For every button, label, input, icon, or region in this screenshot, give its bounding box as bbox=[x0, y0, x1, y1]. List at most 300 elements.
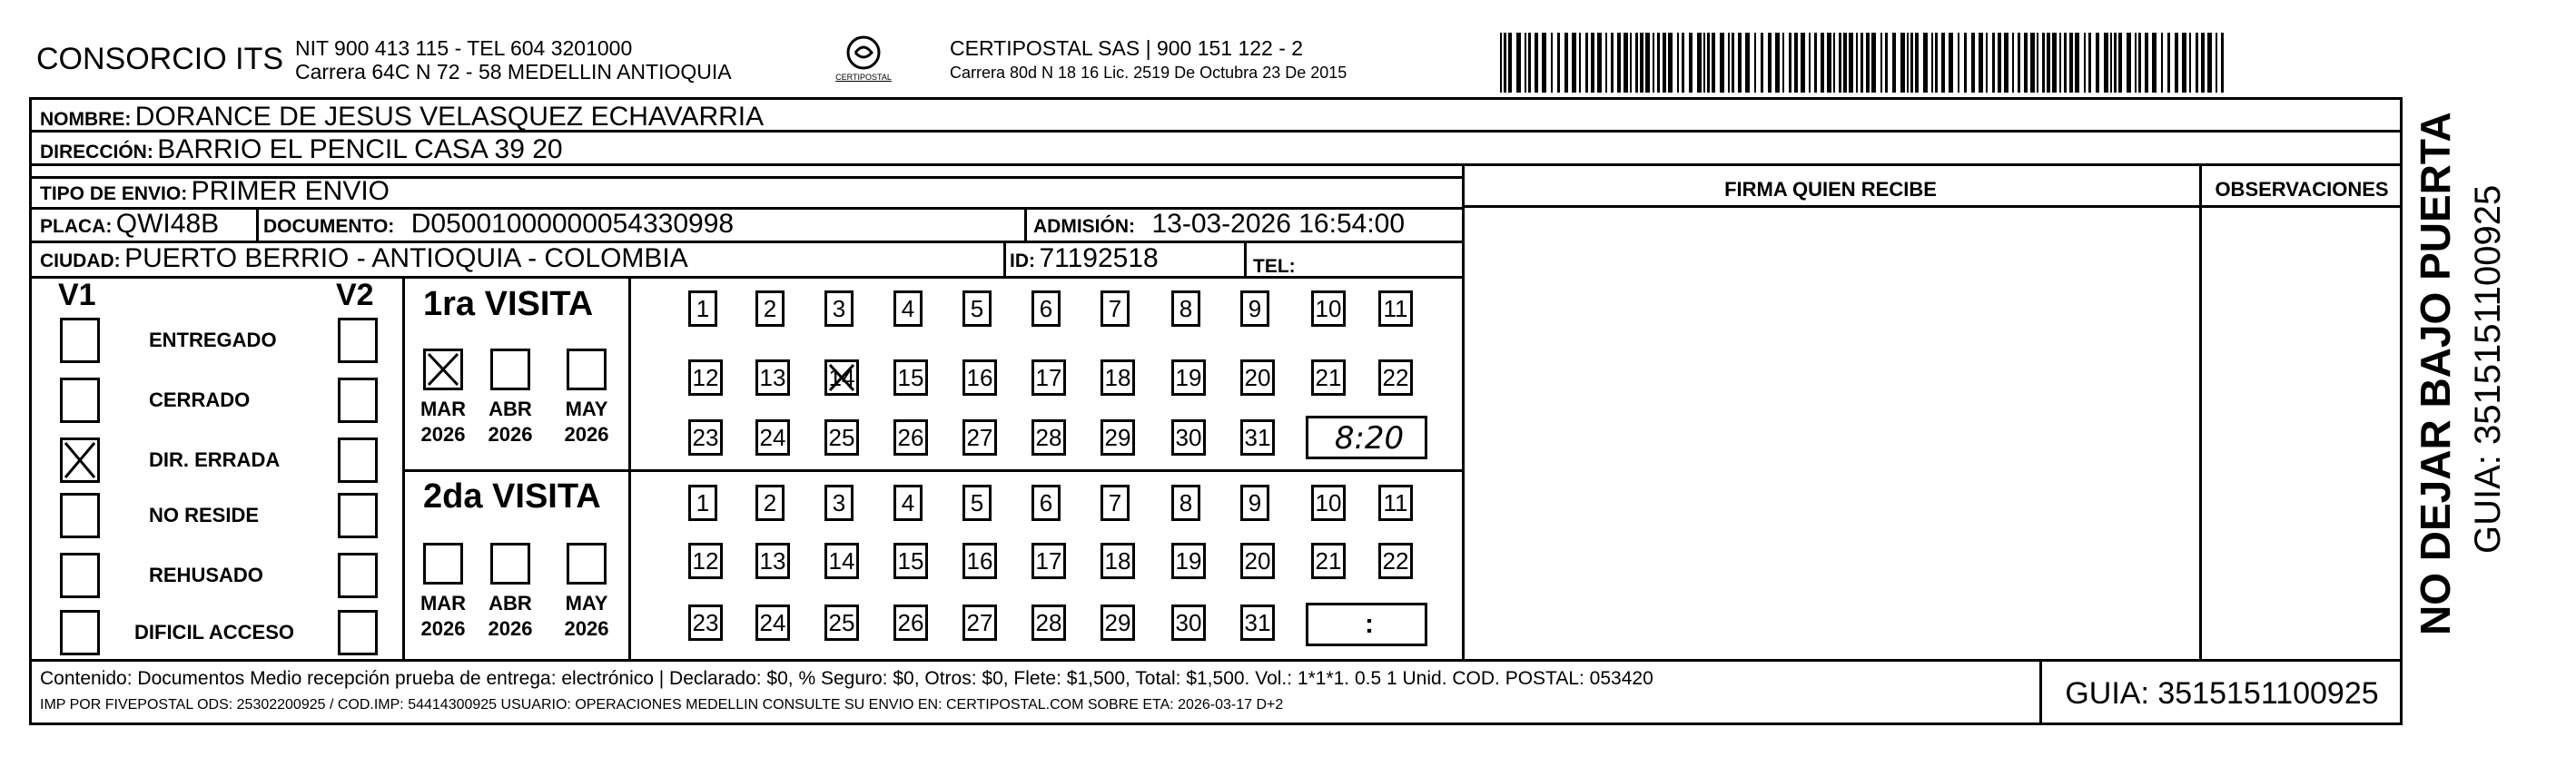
barcode-bar bbox=[1979, 33, 1983, 93]
v2-checkbox[interactable] bbox=[338, 553, 378, 598]
footer-guia: GUIA: 3515151100925 bbox=[2065, 676, 2379, 711]
day-number: 3 bbox=[832, 489, 846, 516]
day-number: 29 bbox=[1104, 424, 1131, 451]
v2-header: V2 bbox=[336, 278, 374, 312]
tel-label: TEL: bbox=[1253, 256, 1296, 277]
barcode-bar bbox=[2145, 33, 2148, 93]
day-number: 28 bbox=[1035, 609, 1062, 636]
day-number: 17 bbox=[1035, 364, 1062, 391]
day-number: 6 bbox=[1039, 295, 1053, 322]
year-label: 2026 bbox=[420, 423, 466, 446]
day-number: 20 bbox=[1244, 364, 1271, 391]
admision-value: 13-03-2026 16:54:00 bbox=[1151, 209, 1406, 239]
company-name: CONSORCIO ITS bbox=[36, 42, 284, 76]
v1-header: V1 bbox=[58, 278, 96, 312]
barcode-bar bbox=[1794, 33, 1798, 93]
barcode-bar bbox=[2088, 33, 2091, 93]
day-box[interactable] bbox=[1171, 543, 1206, 579]
day-box[interactable] bbox=[824, 543, 859, 579]
barcode-bar bbox=[2152, 33, 2157, 93]
barcode-bar bbox=[1605, 33, 1607, 93]
barcode-bar bbox=[1856, 33, 1858, 93]
month-label: MAR bbox=[419, 398, 467, 420]
admision-row bbox=[1033, 209, 1405, 240]
barcode-bar bbox=[1860, 33, 1863, 93]
barcode-bar bbox=[1986, 33, 1988, 93]
id-label: ID: bbox=[1010, 251, 1035, 271]
day-number: 26 bbox=[897, 609, 924, 636]
barcode-bar bbox=[1551, 33, 1553, 93]
day-number: 9 bbox=[1248, 295, 1262, 322]
barcode-bar bbox=[2059, 33, 2061, 93]
barcode-bar bbox=[1833, 33, 1835, 93]
day-box[interactable] bbox=[1240, 485, 1269, 521]
day-number: 21 bbox=[1315, 364, 1342, 391]
day-box[interactable] bbox=[755, 290, 785, 327]
barcode-bar bbox=[1789, 33, 1791, 93]
day-number: 19 bbox=[1175, 547, 1202, 575]
barcode-bar bbox=[1958, 33, 1959, 93]
day-number: 14 bbox=[828, 364, 855, 391]
day-box[interactable] bbox=[1031, 605, 1066, 641]
barcode-bar bbox=[2221, 33, 2224, 93]
day-box[interactable] bbox=[1171, 485, 1200, 521]
day-number: 23 bbox=[692, 609, 719, 636]
barcode-bar bbox=[1892, 33, 1896, 93]
ciudad-label: CIUDAD: bbox=[40, 251, 121, 271]
barcode-bar bbox=[1516, 33, 1521, 93]
day-number: 17 bbox=[1035, 547, 1062, 575]
barcode-bar bbox=[1720, 33, 1724, 93]
barcode-bar bbox=[1624, 33, 1628, 93]
day-box[interactable] bbox=[1378, 290, 1413, 327]
barcode-bar bbox=[2037, 33, 2038, 93]
day-box[interactable] bbox=[1100, 543, 1135, 579]
barcode-bar bbox=[1525, 33, 1526, 93]
day-box[interactable] bbox=[893, 290, 923, 327]
year-label: 2026 bbox=[564, 617, 609, 640]
day-number: 11 bbox=[1383, 295, 1408, 322]
barcode-bar bbox=[2127, 33, 2131, 93]
logo-text: CERTIPOSTAL bbox=[835, 73, 892, 82]
v1-checkbox[interactable] bbox=[60, 437, 100, 483]
company-nit: NIT 900 413 115 - TEL 604 3201000 bbox=[295, 36, 633, 60]
documento-row bbox=[263, 209, 734, 240]
month-label: ABR bbox=[489, 592, 532, 614]
x-mark-icon bbox=[426, 351, 460, 388]
barcode-bar bbox=[1542, 33, 1546, 93]
barcode-bar bbox=[1801, 33, 1805, 93]
day-number: 29 bbox=[1104, 609, 1131, 636]
day-number: 1 bbox=[696, 489, 710, 516]
day-number: 25 bbox=[828, 424, 855, 451]
barcode-bar bbox=[1814, 33, 1817, 93]
barcode-bar bbox=[1949, 33, 1953, 93]
barcode-bar bbox=[1703, 33, 1705, 93]
day-box[interactable] bbox=[688, 359, 723, 396]
barcode-bar bbox=[2135, 33, 2137, 93]
direccion-value: BARRIO EL PENCIL CASA 39 20 bbox=[157, 134, 563, 164]
day-box[interactable] bbox=[1311, 543, 1346, 579]
documento-value: D05001000000054330998 bbox=[410, 209, 735, 239]
day-number: 26 bbox=[897, 424, 924, 451]
placa-row bbox=[40, 209, 219, 240]
day-box[interactable] bbox=[893, 419, 928, 456]
day-number: 31 bbox=[1244, 609, 1271, 636]
day-number: 15 bbox=[897, 547, 924, 575]
barcode-bar bbox=[1754, 33, 1756, 93]
ciudad-row bbox=[40, 243, 688, 274]
barcode bbox=[1500, 33, 2226, 93]
barcode-bar bbox=[1630, 33, 1632, 93]
month-label: ABR bbox=[489, 398, 532, 420]
barcode-bar bbox=[1941, 33, 1945, 93]
barcode-bar bbox=[1572, 33, 1576, 93]
barcode-bar bbox=[1663, 33, 1666, 93]
day-number: 8 bbox=[1179, 489, 1193, 516]
visita2-time: : bbox=[1365, 609, 1374, 639]
barcode-bar bbox=[2175, 33, 2178, 93]
barcode-bar bbox=[1508, 33, 1512, 93]
day-number: 27 bbox=[966, 609, 993, 636]
day-box[interactable] bbox=[755, 419, 790, 456]
day-box[interactable] bbox=[1240, 290, 1269, 327]
barcode-bar bbox=[1697, 33, 1702, 93]
direccion-label: DIRECCIÓN: bbox=[40, 142, 153, 162]
day-box[interactable] bbox=[962, 359, 997, 396]
barcode-bar bbox=[1640, 33, 1643, 93]
barcode-bar bbox=[1768, 33, 1772, 93]
day-number: 7 bbox=[1108, 295, 1122, 322]
barcode-bar bbox=[1682, 33, 1684, 93]
day-box[interactable] bbox=[1100, 359, 1135, 396]
day-box[interactable] bbox=[1171, 605, 1206, 641]
barcode-bar bbox=[1935, 33, 1938, 93]
barcode-bar bbox=[1866, 33, 1870, 93]
barcode-bar bbox=[1500, 33, 1502, 93]
barcode-bar bbox=[2047, 33, 2050, 93]
day-box[interactable] bbox=[893, 605, 928, 641]
barcode-bar bbox=[2189, 33, 2191, 93]
barcode-bar bbox=[2110, 33, 2112, 93]
day-number: 10 bbox=[1315, 489, 1342, 516]
v2-checkbox[interactable] bbox=[338, 610, 378, 655]
month-checkbox[interactable] bbox=[423, 543, 463, 585]
day-box[interactable] bbox=[1031, 290, 1061, 327]
day-box[interactable] bbox=[1311, 485, 1346, 521]
visita1-title: 1ra VISITA bbox=[423, 285, 594, 323]
footer-imp: IMP POR FIVEPOSTAL ODS: 25302200925 / COD.IMP: 54414300925 USUARIO: OPERACIONES MEDELLIN CONSULTE SU ENVIO EN: CERTIPOSTAL.COM SOBRE ETA: 2026-03-17 D+2 bbox=[40, 697, 1284, 713]
status-option-label: CERRADO bbox=[149, 388, 251, 411]
barcode-bar bbox=[2030, 33, 2035, 93]
day-box[interactable] bbox=[1240, 419, 1275, 456]
barcode-bar bbox=[1668, 33, 1673, 93]
barcode-bar bbox=[1657, 33, 1660, 93]
day-number: 19 bbox=[1175, 364, 1202, 391]
day-number: 5 bbox=[970, 295, 984, 322]
barcode-bar bbox=[2096, 33, 2099, 93]
day-box[interactable] bbox=[824, 359, 859, 396]
day-number: 9 bbox=[1248, 489, 1262, 516]
day-number: 2 bbox=[763, 489, 777, 516]
day-box[interactable] bbox=[962, 605, 997, 641]
certipostal-line: CERTIPOSTAL SAS | 900 151 122 - 2 bbox=[950, 36, 1304, 60]
barcode-bar bbox=[2018, 33, 2020, 93]
barcode-bar bbox=[1782, 33, 1784, 93]
day-box[interactable] bbox=[1100, 290, 1130, 327]
barcode-bar bbox=[1931, 33, 1933, 93]
day-box[interactable] bbox=[824, 290, 854, 327]
barcode-bar bbox=[1528, 33, 1531, 93]
day-box[interactable] bbox=[755, 543, 790, 579]
day-number: 13 bbox=[759, 547, 786, 575]
barcode-bar bbox=[1653, 33, 1654, 93]
month-checkbox[interactable] bbox=[423, 349, 463, 390]
month-checkbox[interactable] bbox=[567, 543, 607, 585]
tipo-value: PRIMER ENVIO bbox=[191, 176, 390, 206]
day-number: 18 bbox=[1104, 364, 1131, 391]
barcode-bar bbox=[1585, 33, 1588, 93]
day-box[interactable] bbox=[1171, 290, 1200, 327]
barcode-bar bbox=[1728, 33, 1730, 93]
day-box[interactable] bbox=[1240, 605, 1275, 641]
barcode-bar bbox=[1745, 33, 1750, 93]
barcode-bar bbox=[2216, 33, 2217, 93]
barcode-bar bbox=[1849, 33, 1853, 93]
day-box[interactable] bbox=[755, 359, 790, 396]
v2-checkbox[interactable] bbox=[338, 378, 378, 423]
visita1-time-box[interactable] bbox=[1306, 416, 1427, 459]
day-box[interactable] bbox=[1100, 419, 1135, 456]
footer-contenido: Contenido: Documentos Medio recepción prueba de entrega: electrónico | Declarado: $0, % Seguro: $0, Otros: $0, Flete: $1,500, Total: $1,500. Vol.: 1*1*1. 0.5 1 Unid. COD. POSTAL: 053420 bbox=[40, 668, 1653, 689]
year-label: 2026 bbox=[488, 423, 533, 446]
day-box[interactable] bbox=[1311, 290, 1346, 327]
visita2-title: 2da VISITA bbox=[423, 477, 601, 516]
day-number: 28 bbox=[1035, 424, 1062, 451]
day-box[interactable] bbox=[755, 605, 790, 641]
status-option-label: ENTREGADO bbox=[149, 329, 277, 351]
day-box[interactable] bbox=[824, 605, 859, 641]
day-box[interactable] bbox=[688, 543, 723, 579]
ciudad-value: PUERTO BERRIO - ANTIOQUIA - COLOMBIA bbox=[124, 243, 688, 273]
barcode-bar bbox=[1677, 33, 1679, 93]
barcode-bar bbox=[2161, 33, 2163, 93]
day-box[interactable] bbox=[962, 543, 997, 579]
barcode-bar bbox=[2167, 33, 2170, 93]
visita1-time: 8:20 bbox=[1334, 420, 1405, 457]
day-box[interactable] bbox=[1100, 605, 1135, 641]
barcode-bar bbox=[1885, 33, 1888, 93]
barcode-bar bbox=[1591, 33, 1594, 93]
day-box[interactable] bbox=[1240, 359, 1275, 396]
barcode-bar bbox=[2196, 33, 2198, 93]
barcode-bar bbox=[1998, 33, 2001, 93]
barcode-bar bbox=[2024, 33, 2028, 93]
month-label: MAR bbox=[419, 592, 467, 614]
side-guia-text: GUIA: 3515151100925 bbox=[2468, 184, 2508, 554]
barcode-bar bbox=[1579, 33, 1581, 93]
barcode-bar bbox=[1821, 33, 1824, 93]
v1-checkbox[interactable] bbox=[60, 553, 100, 598]
v2-checkbox[interactable] bbox=[338, 493, 378, 538]
barcode-bar bbox=[1839, 33, 1841, 93]
barcode-bar bbox=[1880, 33, 1882, 93]
barcode-bar bbox=[1992, 33, 1995, 93]
barcode-bar bbox=[2064, 33, 2067, 93]
day-number: 16 bbox=[966, 364, 993, 391]
firma-header: FIRMA QUIEN RECIBE bbox=[1724, 178, 1937, 201]
barcode-bar bbox=[1971, 33, 1975, 93]
day-number: 12 bbox=[692, 364, 719, 391]
day-number: 4 bbox=[901, 489, 915, 516]
barcode-bar bbox=[1597, 33, 1602, 93]
day-box[interactable] bbox=[1378, 543, 1413, 579]
barcode-bar bbox=[1617, 33, 1621, 93]
barcode-bar bbox=[2012, 33, 2014, 93]
month-checkbox[interactable] bbox=[490, 543, 530, 585]
day-number: 6 bbox=[1039, 489, 1053, 516]
day-box[interactable] bbox=[1031, 359, 1066, 396]
tel-row bbox=[1253, 249, 1296, 280]
barcode-bar bbox=[1645, 33, 1650, 93]
day-box[interactable] bbox=[962, 290, 992, 327]
day-number: 10 bbox=[1315, 295, 1342, 322]
barcode-bar bbox=[2201, 33, 2205, 93]
barcode-bar bbox=[2075, 33, 2079, 93]
barcode-bar bbox=[1827, 33, 1831, 93]
direccion-row bbox=[40, 134, 563, 165]
nombre-value: DORANCE DE JESUS VELASQUEZ ECHAVARRIA bbox=[134, 102, 765, 132]
barcode-bar bbox=[1732, 33, 1734, 93]
day-number: 4 bbox=[901, 295, 915, 322]
year-label: 2026 bbox=[488, 617, 533, 640]
status-option-label: REHUSADO bbox=[149, 564, 263, 586]
v1-checkbox[interactable] bbox=[60, 610, 100, 655]
barcode-bar bbox=[1761, 33, 1763, 93]
day-number: 23 bbox=[692, 424, 719, 451]
v1-checkbox[interactable] bbox=[60, 378, 100, 423]
day-number: 27 bbox=[966, 424, 993, 451]
barcode-bar bbox=[2104, 33, 2108, 93]
day-box[interactable] bbox=[1031, 543, 1066, 579]
day-number: 22 bbox=[1382, 364, 1409, 391]
barcode-bar bbox=[1923, 33, 1928, 93]
barcode-bar bbox=[1843, 33, 1847, 93]
barcode-bar bbox=[2052, 33, 2057, 93]
barcode-graphic bbox=[1500, 33, 2226, 93]
day-box[interactable] bbox=[893, 485, 923, 521]
day-box[interactable] bbox=[1171, 359, 1206, 396]
certipostal-logo bbox=[832, 33, 895, 87]
day-box[interactable] bbox=[824, 419, 859, 456]
day-box[interactable] bbox=[688, 485, 717, 521]
day-box[interactable] bbox=[1311, 359, 1346, 396]
day-number: 18 bbox=[1104, 547, 1131, 575]
barcode-bar bbox=[1809, 33, 1811, 93]
status-option-label: DIR. ERRADA bbox=[149, 448, 281, 471]
day-box[interactable] bbox=[1378, 485, 1413, 521]
day-number: 20 bbox=[1244, 547, 1271, 575]
barcode-bar bbox=[1871, 33, 1876, 93]
month-checkbox[interactable] bbox=[490, 349, 530, 390]
barcode-bar bbox=[1707, 33, 1710, 93]
placa-label: PLACA: bbox=[40, 216, 113, 237]
v1-checkbox[interactable] bbox=[60, 318, 100, 363]
month-label: MAY bbox=[565, 398, 608, 420]
placa-value: QWI48B bbox=[115, 209, 220, 239]
day-box[interactable] bbox=[755, 485, 785, 521]
barcode-bar bbox=[1611, 33, 1614, 93]
day-number: 8 bbox=[1179, 295, 1193, 322]
barcode-bar bbox=[1900, 33, 1905, 93]
barcode-bar bbox=[2182, 33, 2186, 93]
observaciones-header: OBSERVACIONES bbox=[2215, 178, 2389, 201]
tipo-label: TIPO DE ENVIO: bbox=[40, 183, 188, 204]
day-box[interactable] bbox=[1240, 543, 1275, 579]
day-box[interactable] bbox=[1031, 419, 1066, 456]
x-mark-icon bbox=[63, 440, 97, 480]
v1-checkbox[interactable] bbox=[60, 493, 100, 538]
barcode-bar bbox=[1689, 33, 1693, 93]
barcode-bar bbox=[2084, 33, 2086, 93]
day-box[interactable] bbox=[893, 543, 928, 579]
barcode-bar bbox=[1907, 33, 1909, 93]
barcode-bar bbox=[2069, 33, 2073, 93]
day-number: 16 bbox=[966, 547, 993, 575]
month-label: MAY bbox=[565, 592, 608, 614]
day-number: 5 bbox=[970, 489, 984, 516]
day-number: 31 bbox=[1244, 424, 1271, 451]
barcode-bar bbox=[1557, 33, 1560, 93]
day-box[interactable] bbox=[893, 359, 928, 396]
barcode-bar bbox=[2207, 33, 2212, 93]
day-box[interactable] bbox=[688, 419, 723, 456]
day-number: 21 bbox=[1315, 547, 1342, 575]
year-label: 2026 bbox=[420, 617, 466, 640]
day-number: 2 bbox=[763, 295, 777, 322]
month-checkbox[interactable] bbox=[567, 349, 607, 390]
barcode-bar bbox=[2138, 33, 2141, 93]
v2-checkbox[interactable] bbox=[338, 437, 378, 483]
day-box[interactable] bbox=[1031, 485, 1061, 521]
day-number: 7 bbox=[1108, 489, 1122, 516]
day-box[interactable] bbox=[1171, 419, 1206, 456]
barcode-bar bbox=[2004, 33, 2008, 93]
id-row bbox=[1010, 243, 1159, 274]
admision-label: ADMISIÓN: bbox=[1033, 216, 1135, 237]
day-box[interactable] bbox=[688, 605, 723, 641]
day-number: 25 bbox=[828, 609, 855, 636]
day-number: 15 bbox=[897, 364, 924, 391]
day-number: 30 bbox=[1175, 609, 1202, 636]
barcode-bar bbox=[1504, 33, 1506, 93]
side-warning-text: NO DEJAR BAJO PUERTA bbox=[2412, 112, 2459, 635]
day-box[interactable] bbox=[962, 485, 992, 521]
day-box[interactable] bbox=[824, 485, 854, 521]
barcode-bar bbox=[1910, 33, 1913, 93]
id-value: 71192518 bbox=[1039, 243, 1159, 273]
visita2-time-box[interactable] bbox=[1306, 603, 1427, 646]
day-number: 11 bbox=[1383, 489, 1408, 516]
day-box[interactable] bbox=[962, 419, 997, 456]
day-box[interactable] bbox=[688, 290, 717, 327]
day-number: 1 bbox=[696, 295, 710, 322]
documento-label: DOCUMENTO: bbox=[263, 216, 395, 237]
day-box[interactable] bbox=[1378, 359, 1413, 396]
day-number: 30 bbox=[1175, 424, 1202, 451]
day-box[interactable] bbox=[1100, 485, 1130, 521]
v2-checkbox[interactable] bbox=[338, 318, 378, 363]
